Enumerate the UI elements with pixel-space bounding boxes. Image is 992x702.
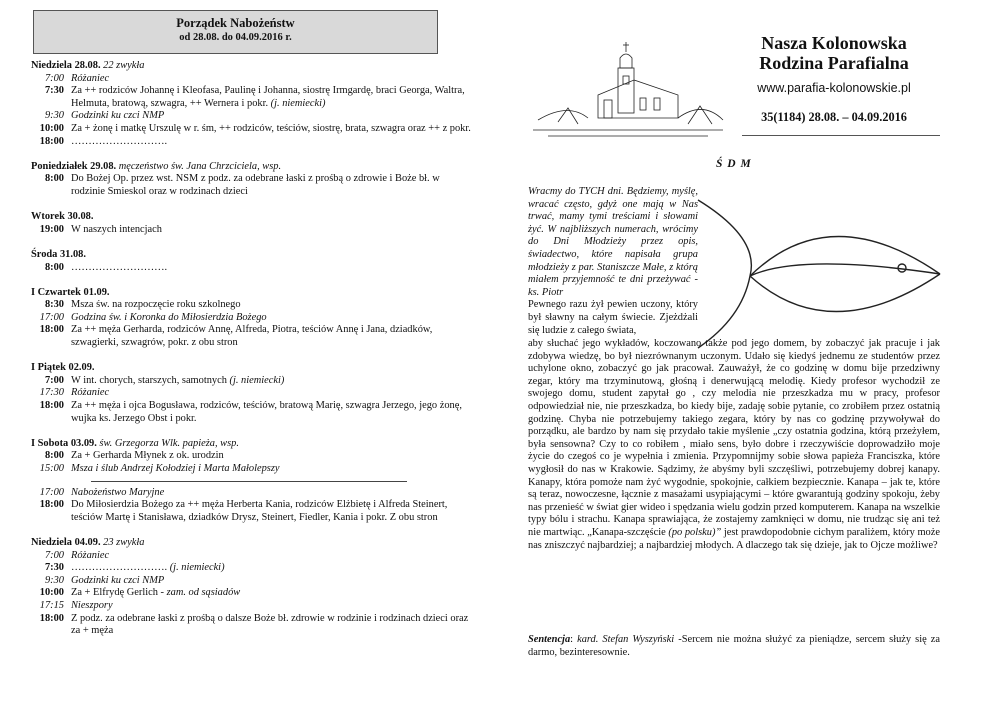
mass-time: 18:00 [39,400,64,412]
newsletter-name-line2: Rodzina Parafialna [759,53,909,73]
mass-entry [31,575,471,588]
mass-intention: Za + żonę i matkę Urszulę w r. śm, ++ rodziców, teściów, siostrę, brata, szwagra oraz ++ z pokr. [71,122,471,134]
mass-intention: Msza św. na rozpoczęcie roku szkolnego [71,299,241,311]
schedule-day [31,199,471,237]
mass-intention: Godzinki ku czci NMP [71,574,165,586]
schedule-days [31,60,471,638]
mass-intention: Różaniec [71,387,110,399]
day-name: I Czwartek 01.09. [31,286,110,298]
schedule-title-box [33,10,438,54]
mass-time: 7:30 [44,562,64,574]
mass-entry [31,450,471,463]
mass-intention: Godzinki ku czci NMP [71,110,165,122]
mass-entry [31,173,471,198]
newsletter-name-line1: Nasza Kolonowska [761,33,907,53]
mass-intention: Za + Elfrydę Gerlich - zam. od sąsiadów [71,587,241,599]
day-heading [31,438,471,451]
mass-intention: W int. chorych, starszych, samotnych (j. niemiecki) [71,374,285,386]
mass-entry [31,400,471,425]
mass-intention: Do Bożej Op. przez wst. NSM z podz. za odebrane łaski z prośbą o zdrowie i Boże bł. w rodzinie Smieskol oraz w rodzinach dzieci [71,173,440,197]
mass-time: 8:00 [44,450,64,462]
mass-time: 7:00 [44,72,64,84]
spacer [31,524,471,537]
mass-time: 17:00 [39,486,64,498]
issue-number: 35(1184) 28.08. – 04.09.2016 [761,110,907,124]
mass-entry [31,110,471,123]
intro-plain: Pewnego razu żył pewien uczony, który był sławny na całym świecie. Zjeżdżali się ludzie z całego świata, [528,299,698,336]
mass-intention: Nieszpory [71,599,113,611]
article-intro [528,186,698,337]
body-text: aby słuchać jego wykładów, koczowano także pod jego domem, by zobaczyć jak pracuje i jak zdobywa wiedzę, bo był niezrównanym uczonym. Udało się kiedyś jednemu ze studentów przez uchylone okno, zobaczyć go jak pracował. Zauważył, że co godzinę w domu bije przedziwny zegar, który ma trzyminutową, głośną i denerwującą melodię. Kiedy profesor wychodził ze swojego domu, student zapytał go , czy melodia nie przeszkadza mu w pracy, profesor odpowiedział nie, nie przeszkadza, bo kiedy bije, zadaję sobie pytanie, co zrobiłem przez ostatnią godzinę. Chyba nie potrzebujemy takiego zegara, który by nas co godzinę przywoływał do porządku, ale bardzo by nam się przydało takie myślenie „czy ostatnia godzina, którą przeżyłem, była sensowna? Czy to co robiłem , miało sens, było dobre i rzeczywiście doprowadziło moje życie do czegoś co je wypełnia i zmienia. Przypomnijmy sobie słowa papieża Franciszka, które wygłosił do nas w Krakowie. Sądzimy, że abyśmy byli szczęśliwi, potrzebujemy dobrej kanapy. Kanapy, która pomoże nam żyć wygodnie, spokojnie, całkiem bezpiecznie. Kanapa – jak te, które są teraz, nowoczesne, łącznie z masażami usypiającymi – które gwarantują godziny spokoju, żeby nas przenieść w świat gier wideo i spędzania wielu godzin przed komputerem. Kanapa na wszelkie typy bólu i strachu. Kanapa sprawiająca, że zostajemy zamknięci w domu, nie trudząc się ani też nie martwiąc. „Kanapa-szczęście [528,338,940,538]
mass-note: (j. niemiecki) [226,374,285,386]
mass-intention: Z podz. za odebrane łaski z prośbą o dalsze Boże bł. zdrowie w rodzinie i rodzinach dzieci oraz za + męża [71,612,469,637]
mass-entry [31,613,471,638]
section-divider [91,481,407,482]
mass-time: 17:15 [39,599,64,611]
mass-intention: Za ++ rodziców Johannę i Kleofasa, Paulinę i Johanna, siostrę Irmgardę, braci Georga, Waltra, Helmuta, bratową, szwagra, ++ Wernera i pokr. (j. niemiecki) [71,85,465,109]
mass-intention: Różaniec [71,549,110,561]
mass-time: 9:30 [44,574,64,586]
day-name: Środa 31.08. [31,248,86,260]
day-name: Wtorek 30.08. [31,211,94,223]
parish-website: www.parafia-kolonowskie.pl [757,81,911,95]
schedule-day [31,350,471,426]
mass-entry [31,324,471,349]
mass-intention: W naszych intencjach [71,223,162,235]
sentence-text: -Sercem nie można służyć za pieniądze, sercem służy się za darmo, bezinteresownie. [528,634,940,658]
article-body [528,338,940,552]
mass-entry [31,85,471,110]
church-illustration [528,40,728,138]
mass-entry [31,312,471,325]
spacer [31,236,471,249]
mass-entry [31,262,471,275]
mass-note: (j. niemiecki) [167,562,225,574]
mass-time: 8:00 [44,173,64,185]
mass-entry [31,136,471,149]
day-heading [31,211,471,224]
mass-intention: Nabożeństwo Maryjne [71,486,165,498]
day-name: Niedziela 04.09. [31,536,101,548]
mass-entry [31,299,471,312]
mass-time: 19:00 [39,223,64,235]
mass-entry [31,587,471,600]
schedule-day [31,481,471,525]
day-heading [31,249,471,262]
day-heading [31,287,471,300]
mass-intention: Msza i ślub Andrzej Kołodziej i Marta Małolepszy [71,463,280,474]
mass-time: 18:00 [39,499,64,511]
day-liturgy: 22 zwykła [100,60,145,71]
mass-time: 18:00 [39,612,64,624]
day-heading [31,161,471,174]
spacer [31,148,471,161]
day-heading [31,60,471,73]
mass-intention: ………………………. [71,261,168,273]
mass-time: 7:00 [44,549,64,561]
masthead-divider [742,135,940,136]
mass-entry [31,73,471,86]
mass-time: 18:00 [39,324,64,336]
mass-intention: Za ++ męża i ojca Bogusława, rodziców, teściów, bratową Marię, szwagra Jerzego, jego żonę, wujka ks. Jerzego Obst i pokr. [71,400,462,424]
sentence: Sentencja: kard. Stefan Wyszyński -Sercem nie można służyć za pieniądze, sercem służy się za darmo, bezinteresownie. [528,634,940,658]
body-italic: (po polsku)” [668,526,722,538]
mass-intention: Do Miłosierdzia Bożego za ++ męża Herberta Kania, rodziców Elżbietę i Alfreda Steinert, teściów Martę i Stanisława, dziadków Drysz, Steinert, Fiedler, Kania i pokr. Z obu stron [71,499,448,523]
mass-entry [31,550,471,563]
spacer [31,425,471,438]
schedule-day [31,236,471,274]
sentence-author: kard. Stefan Wyszyński [577,634,675,645]
mass-intention: Różaniec [71,72,110,84]
schedule-day [31,148,471,198]
day-name: I Piątek 02.09. [31,362,95,374]
mass-entry [31,487,471,500]
mass-entry [31,562,471,575]
day-name: Niedziela 28.08. [31,60,101,71]
mass-time: 10:00 [39,587,64,599]
mass-time: 9:30 [44,110,64,122]
schedule-dates: od 28.08. do 04.09.2016 r. [179,32,292,43]
fish-icon [690,178,944,358]
masthead [728,33,940,125]
mass-time: 8:00 [44,261,64,273]
mass-time: 18:00 [39,135,64,147]
article-heading: Ś D M [716,158,752,170]
mass-intention: ………………………. (j. niemiecki) [71,562,225,574]
mass-intention: Za ++ męża Gerharda, rodziców Annę, Alfreda, Piotra, teściów Annę i Jana, dziadków, szwagierki, szwagrów, pokr. z obu stron [71,324,433,349]
spacer [31,274,471,287]
body-end: jest prawdopodobnie cichym paraliżem, który może nas zniszczyć najbardziej; a najbardziej młodych. A dlaczego tak się dzieje, jak to Ojcze możliwe? [528,526,940,551]
schedule-title: Porządek Nabożeństw [176,16,295,30]
mass-note: zam. od sąsiadów [163,587,241,599]
mass-entry [31,375,471,388]
mass-entry [31,463,471,476]
mass-entry [31,387,471,400]
schedule-day [31,425,471,475]
mass-note: (j. niemiecki) [268,97,326,109]
day-name: Poniedziałek 29.08. [31,160,117,172]
schedule-day [31,274,471,350]
mass-intention: Za + Gerharda Młynek z ok. urodzin [71,450,224,462]
mass-time: 7:30 [44,85,64,97]
mass-intention: ………………………. [71,135,168,147]
schedule-day [31,524,471,637]
schedule-column [31,10,471,638]
mass-intention: Godzina św. i Koronka do Miłosierdzia Bożego [71,311,267,323]
mass-time: 17:30 [39,387,64,399]
intro-italic: Wracmy do TYCH dni. Będziemy, myślę, wracać często, gdyż one mają w Nas trwać, mamy tymi treściami i słowami żyć. W najbliższych numerach, wrócimy do Dni Młodzieży przez opis, świadectwo, które napisała grupa młodzieży z par. Staniszcze Małe, z którą miałem przyjemność te dni przeżywać - ks. Piotr [528,186,698,298]
day-heading [31,537,471,550]
mass-time: 8:30 [44,299,64,311]
schedule-day [31,60,471,148]
mass-entry [31,123,471,136]
spacer [31,350,471,363]
mass-time: 10:00 [39,122,64,134]
mass-entry [31,224,471,237]
spacer [31,199,471,212]
mass-entry [31,499,471,524]
mass-time: 17:00 [39,311,64,323]
day-liturgy: św. Grzegorza Wlk. papieża, wsp. [96,437,239,449]
mass-entry [31,600,471,613]
mass-time: 15:00 [39,463,64,474]
day-name: I Sobota 03.09. [31,437,97,449]
day-liturgy: 23 zwykła [100,536,145,548]
day-liturgy: męczeństwo św. Jana Chrzciciela, wsp. [116,160,282,172]
sentence-label: Sentencja [528,634,571,645]
mass-time: 7:00 [44,374,64,386]
day-heading [31,362,471,375]
